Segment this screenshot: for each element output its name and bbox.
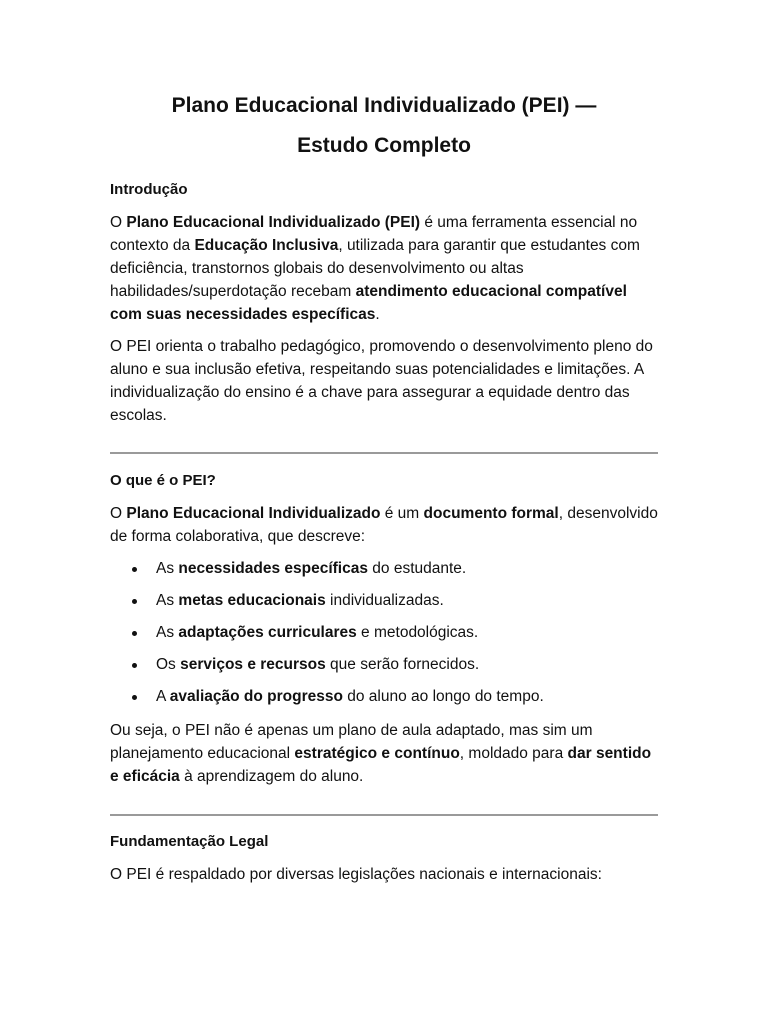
text-run: Ou seja, o PEI não é apenas um plano de aula adaptado, mas sim um planejamento educacional <box>110 722 593 762</box>
text-run: O PEI é respaldado por diversas legislações nacionais e internacionais: <box>110 866 602 883</box>
section-introducao <box>110 180 658 427</box>
text-run: , utilizada para garantir que estudantes com deficiência, transtornos globais do desenvolvimento ou altas habilidades/superdotação recebam <box>110 237 640 300</box>
list-item <box>110 589 658 621</box>
bold-text: documento formal <box>423 505 559 522</box>
bullet-icon <box>132 599 137 604</box>
text-run: As <box>156 592 179 609</box>
text-run: , moldado para <box>459 745 568 762</box>
text-run: A <box>156 688 170 705</box>
intro-paragraph-1 <box>110 211 658 326</box>
bullet-icon <box>132 631 137 636</box>
intro-paragraph-2 <box>110 335 658 427</box>
bold-text: Educação Inclusiva <box>194 237 339 254</box>
bold-text: avaliação do progresso <box>169 688 343 705</box>
text-run: é uma ferramenta essencial no contexto da <box>110 214 638 254</box>
bullet-icon <box>132 695 137 700</box>
list-item <box>110 557 658 589</box>
list-item <box>110 653 658 685</box>
section-heading-introducao: Introdução <box>110 181 188 198</box>
bold-text: estratégico e contínuo <box>294 745 460 762</box>
text-run: do aluno ao longo do tempo. <box>342 688 544 705</box>
text-run: As <box>156 560 179 577</box>
list-item <box>110 685 658 717</box>
text-run: à aprendizagem do aluno. <box>179 768 364 785</box>
requirements-list <box>110 557 658 717</box>
section-fundamentacao-legal <box>110 832 658 886</box>
document-title <box>110 86 658 166</box>
text-run: As <box>156 624 179 641</box>
legal-paragraph-1 <box>110 863 658 886</box>
text-run: individualizadas. <box>325 592 444 609</box>
bold-text: necessidades específicas <box>178 560 368 577</box>
bold-text: atendimento educacional compatível com suas necessidades específicas <box>110 283 627 323</box>
text-run: Os <box>156 656 181 673</box>
bold-text: adaptações curriculares <box>178 624 357 641</box>
text-run: O PEI orienta o trabalho pedagógico, promovendo o desenvolvimento pleno do aluno e sua inclusão efetiva, respeitando suas potencialidades e limitações. A individualização do ensino é a chave para assegurar a equidade dentro das escolas. <box>110 338 653 424</box>
title-line-2: Estudo Completo <box>297 134 471 157</box>
bullet-icon <box>132 663 137 668</box>
section-heading-o-que-e: O que é o PEI? <box>110 472 216 489</box>
section-o-que-e <box>110 471 658 788</box>
what-paragraph-2 <box>110 719 658 788</box>
bold-text: Plano Educacional Individualizado (PEI) <box>126 214 421 231</box>
bold-text: Plano Educacional Individualizado <box>126 505 381 522</box>
text-run: . <box>375 306 380 323</box>
text-run: O <box>110 214 127 231</box>
text-run: , desenvolvido de forma colaborativa, que descreve: <box>110 505 658 545</box>
text-run: que serão fornecidos. <box>325 656 480 673</box>
section-divider-2 <box>110 814 658 816</box>
bullet-icon <box>132 567 137 572</box>
section-heading-fundamentacao-legal: Fundamentação Legal <box>110 833 269 850</box>
bold-text: metas educacionais <box>178 592 326 609</box>
text-run: O <box>110 505 127 522</box>
text-run: é um <box>380 505 424 522</box>
list-item <box>110 621 658 653</box>
text-run: e metodológicas. <box>356 624 479 641</box>
title-line-1: Plano Educacional Individualizado (PEI) — <box>171 94 597 117</box>
bold-text: serviços e recursos <box>180 656 326 673</box>
what-paragraph-1 <box>110 502 658 548</box>
text-run: do estudante. <box>367 560 467 577</box>
section-divider-1 <box>110 452 658 454</box>
bold-text: dar sentido e eficácia <box>110 745 652 785</box>
